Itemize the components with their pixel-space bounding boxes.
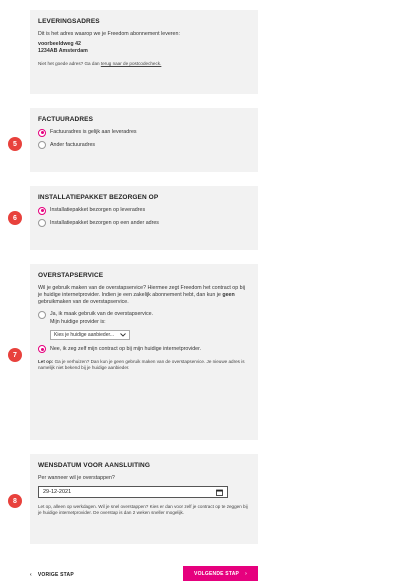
delivery-intro: Dit is het adres waarop we je Freedom abonnement leveren: <box>38 31 180 37</box>
switch-option-no[interactable] <box>38 346 250 354</box>
invoice-address-card <box>30 108 258 172</box>
calendar-icon[interactable] <box>216 489 223 496</box>
radio-unselected-icon[interactable] <box>38 141 46 149</box>
switch-intro-1: Wil je gebruik maken van de overstapservice? Hiermee zegt Freedom het contract op bij je huidige internetprovider. Indien je een zakelijk abonnement hebt, dan kun je <box>38 285 245 298</box>
install-option-other-label: Installatiepakket bezorgen op een ander adres <box>50 219 159 226</box>
switch-intro-2: gebruikmaken van de overstapservice. <box>38 299 129 305</box>
next-step-label: VOLGENDE STAP <box>194 570 240 577</box>
step-6-badge: 6 <box>8 211 22 225</box>
invoice-option-other-label: Ander factuuradres <box>50 141 96 148</box>
postcode-check-link[interactable]: terug naar de postcodecheck. <box>100 61 162 66</box>
chevron-right-icon: › <box>245 570 247 577</box>
chevron-down-icon <box>120 333 126 337</box>
switch-note-text: Ga je verhuizen? Dan kun je geen gebruik maken van de overstapservice. Je nieuwe adres is namelijk niet bekend bij je huidige aanbieder. <box>38 359 245 370</box>
delivery-title: LEVERINGSADRES <box>38 18 100 25</box>
switch-intro <box>38 285 250 306</box>
install-package-card <box>30 186 258 250</box>
radio-selected-icon[interactable] <box>38 345 46 353</box>
switch-option-no-label: Nee, ik zeg zelf mijn contract op bij mijn huidige internetprovider. <box>50 345 202 352</box>
invoice-option-same[interactable] <box>38 129 250 137</box>
invoice-title: FACTUURADRES <box>38 116 94 123</box>
date-input-value: 29-12-2021 <box>43 489 72 495</box>
radio-selected-icon[interactable] <box>38 207 46 215</box>
date-note: Let op, alleen op werkdagen. Wil je snel overstappen? Kies er dan voor zelf je contract op te zeggen bij je huidige internetprovider. De overstap is dan 2 weken sneller mogelijk. <box>38 504 248 515</box>
previous-step-button[interactable] <box>30 572 74 578</box>
step-5-badge: 5 <box>8 137 22 151</box>
switch-intro-bold: geen <box>222 292 235 298</box>
switch-note <box>38 359 250 371</box>
switch-option-yes-label: Ja, ik maak gebruik van de overstapservice. <box>50 311 154 317</box>
delivery-wrong-text <box>38 61 250 67</box>
delivery-wrong-prefix: Niet het goede adres? Ga dan <box>38 61 101 66</box>
install-title: INSTALLATIEPAKKET BEZORGEN OP <box>38 194 159 201</box>
radio-unselected-icon[interactable] <box>38 219 46 227</box>
step-8-badge: 8 <box>8 494 22 508</box>
provider-select-value: Kies je huidige aanbieder... <box>54 331 115 338</box>
provider-label: Mijn huidige provider is: <box>50 318 106 325</box>
date-input[interactable] <box>38 486 228 498</box>
delivery-city: 1234AB Amsterdam <box>38 48 88 54</box>
previous-step-label: VORIGE STAP <box>37 572 74 578</box>
switch-title: OVERSTAPSERVICE <box>38 272 104 279</box>
radio-selected-icon[interactable] <box>38 129 46 137</box>
date-question: Per wanneer wil je overstappen? <box>38 475 115 481</box>
radio-unselected-icon[interactable] <box>38 311 46 319</box>
switch-note-label: Let op: <box>38 359 54 364</box>
install-option-other[interactable] <box>38 220 250 228</box>
invoice-option-same-label: Factuuradres is gelijk aan leveradres <box>50 129 137 135</box>
date-card <box>30 454 258 544</box>
switch-service-card <box>30 264 258 440</box>
switch-option-yes[interactable] <box>38 311 250 319</box>
date-title: WENSDATUM VOOR AANSLUITING <box>38 462 151 469</box>
delivery-address-card <box>30 10 258 94</box>
invoice-option-other[interactable] <box>38 142 250 150</box>
step-7-badge: 7 <box>8 348 22 362</box>
install-option-delivery[interactable] <box>38 207 250 215</box>
chevron-left-icon: ‹ <box>30 572 32 578</box>
next-step-button[interactable] <box>183 566 258 581</box>
delivery-street: voorbeeldweg 42 <box>38 41 81 47</box>
provider-select[interactable] <box>50 330 130 340</box>
install-option-delivery-label: Installatiepakket bezorgen op leveradres <box>50 207 146 213</box>
